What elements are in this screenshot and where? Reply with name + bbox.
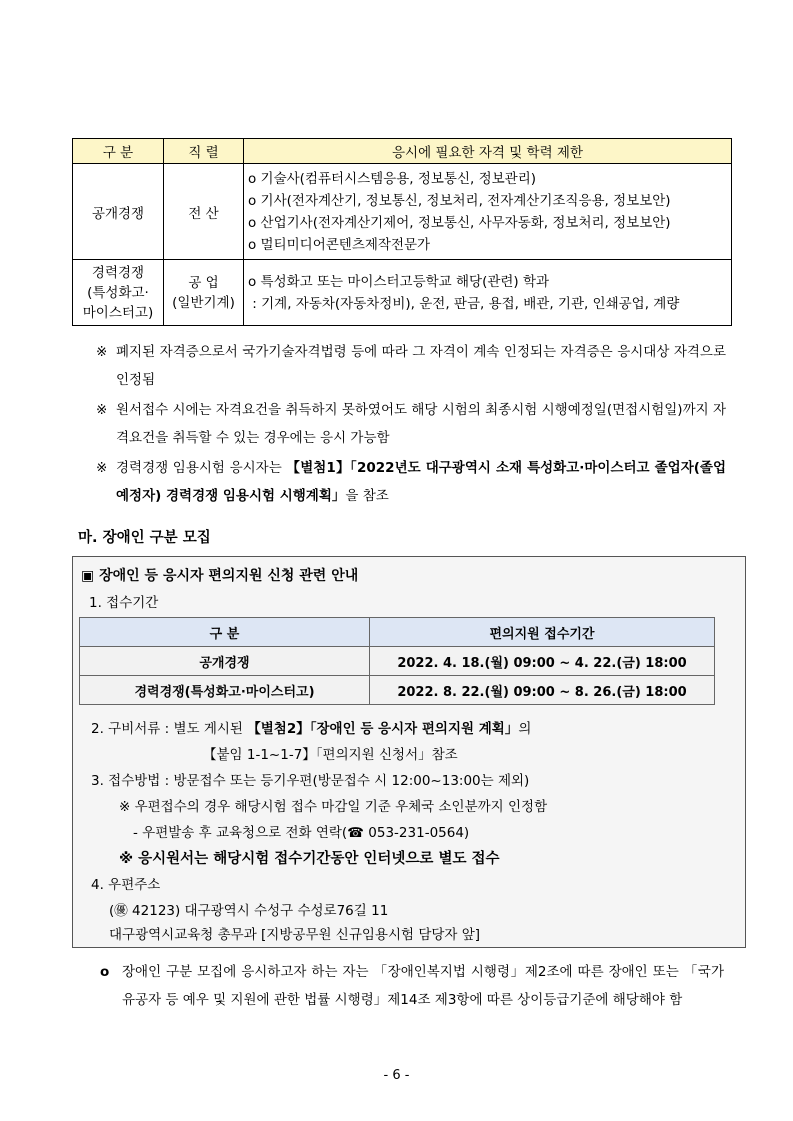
period-label: 경력경쟁(특성화고·마이스터고) xyxy=(80,676,370,705)
period-value: 2022. 8. 22.(월) 09:00 ~ 8. 26.(금) 18:00 xyxy=(370,676,715,705)
row-requirements xyxy=(244,164,732,260)
series-line: (일반기계) xyxy=(172,294,235,311)
requirement-item: o 특성화고 또는 마이스터고등학교 해당(관련) 학과 xyxy=(248,273,550,290)
item-3-note-1: ※ 우편접수의 경우 해당시험 접수 마감일 기준 우체국 소인분까지 인정함 xyxy=(119,799,548,815)
header-category: 구 분 xyxy=(73,139,164,164)
requirement-item: : 기계, 자동차(자동차정비), 운전, 판금, 용접, 배관, 기관, 인쇄공업, 계량 xyxy=(248,295,680,312)
box-title: ▣ 장애인 등 응시자 편의지원 신청 관련 안내 xyxy=(81,568,359,584)
note-mark: ※ xyxy=(96,460,108,476)
requirement-item: o 기사(전자계산기, 정보통신, 정보처리, 전자계산기조직응용, 정보보안) xyxy=(248,192,671,209)
note-1 xyxy=(96,338,726,394)
table-row xyxy=(73,164,732,260)
note-3 xyxy=(96,454,726,510)
item-3-note-2-post: 053-231-0564) xyxy=(364,825,470,841)
series-line: 공 업 xyxy=(188,274,219,291)
note-text-post: 을 참조 xyxy=(345,488,389,504)
table-header-row xyxy=(80,618,715,647)
item-3-note-2 xyxy=(133,821,469,841)
header-period: 편의지원 접수기간 xyxy=(370,618,715,647)
bullet-mark: o xyxy=(100,964,110,980)
item-4: 4. 우편주소 xyxy=(91,877,161,893)
note-text: 원서접수 시에는 자격요건을 취득하지 못하였어도 해당 시험의 최종시험 시행예정일(면접시험일)까지 자격요건을 취득할 수 있는 경우에는 응시 가능함 xyxy=(116,402,726,446)
period-value: 2022. 4. 18.(월) 09:00 ~ 4. 22.(금) 18:00 xyxy=(370,647,715,676)
address-line-1: (㊝ 42123) 대구광역시 수성구 수성로76길 11 xyxy=(109,903,389,919)
row-category: 공개경쟁 xyxy=(73,164,164,260)
phone-icon: ☎ xyxy=(347,825,364,841)
note-2 xyxy=(96,396,726,452)
row-series: 전 산 xyxy=(164,164,244,260)
item-3-note-2-pre: - 우편발송 후 교육청으로 전화 연락( xyxy=(133,825,348,841)
application-period-table xyxy=(79,617,715,705)
table-header-row xyxy=(73,139,732,164)
item-2-bold: 【별첨2】「장애인 등 응시자 편의지원 계획」 xyxy=(247,721,519,737)
table-row xyxy=(80,676,715,705)
note-text xyxy=(116,454,726,510)
bullet-text: 장애인 구분 모집에 응시하고자 하는 자는 「장애인복지법 시행령」제2조에 따른 장애인 또는 「국가유공자 등 예우 및 지원에 관한 법률 시행령」제14조 제3항에 따른 상이등급기준에 해당해야 함 xyxy=(122,964,724,1008)
category-line: (특성화고· xyxy=(87,284,149,301)
table-row xyxy=(73,260,732,326)
item-3: 3. 접수방법 : 방문접수 또는 등기우편(방문접수 시 12:00~13:00는 제외) xyxy=(91,773,530,789)
note-mark: ※ xyxy=(96,402,108,418)
header-category: 구 분 xyxy=(80,618,370,647)
row-series xyxy=(164,260,244,326)
row-category xyxy=(73,260,164,326)
header-series: 직 렬 xyxy=(164,139,244,164)
requirement-item: o 산업기사(전자계산기제어, 정보통신, 사무자동화, 정보처리, 정보보안) xyxy=(248,214,671,231)
item-2 xyxy=(91,717,531,737)
header-requirements: 응시에 필요한 자격 및 학력 제한 xyxy=(244,139,732,164)
item-2-line2: 【붙임 1-1~1-7】「편의지원 신청서」참조 xyxy=(203,747,458,763)
note-text-bold: 【별첨1】「2022년도 대구광역시 소재 특성화고·마이스터고 졸업자(졸업예정자) 경력경쟁 임용시험 시행계획」 xyxy=(116,460,726,504)
item-1: 1. 접수기간 xyxy=(89,595,159,611)
item-2-pre: 2. 구비서류 : 별도 게시된 xyxy=(91,721,248,737)
period-label: 공개경쟁 xyxy=(80,647,370,676)
note-text-pre: 경력경쟁 임용시험 응시자는 xyxy=(116,460,287,476)
item-3-note-3: ※ 응시원서는 해당시험 접수기간동안 인터넷으로 별도 접수 xyxy=(119,851,500,867)
requirement-item: o 기술사(컴퓨터시스템응용, 정보통신, 정보관리) xyxy=(248,170,537,187)
page-number: - 6 - xyxy=(383,1068,410,1083)
address-line-2: 대구광역시교육청 총무과 [지방공무원 신규임용시험 담당자 앞] xyxy=(109,927,481,943)
eligibility-bullet xyxy=(100,958,724,1014)
qualification-table xyxy=(72,138,732,326)
section-title: 마. 장애인 구분 모집 xyxy=(78,530,211,546)
category-line: 경력경쟁 xyxy=(91,264,145,281)
item-2-post: 의 xyxy=(518,721,532,737)
requirement-item: o 멀티미디어콘텐츠제작전문가 xyxy=(248,236,431,253)
note-text: 폐지된 자격증으로서 국가기술자격법령 등에 따라 그 자격이 계속 인정되는 자격증은 응시대상 자격으로 인정됨 xyxy=(116,344,726,388)
table-row xyxy=(80,647,715,676)
accommodation-info-box xyxy=(72,556,746,948)
category-line: 마이스터고) xyxy=(82,304,154,321)
row-requirements xyxy=(244,260,732,326)
note-mark: ※ xyxy=(96,344,108,360)
